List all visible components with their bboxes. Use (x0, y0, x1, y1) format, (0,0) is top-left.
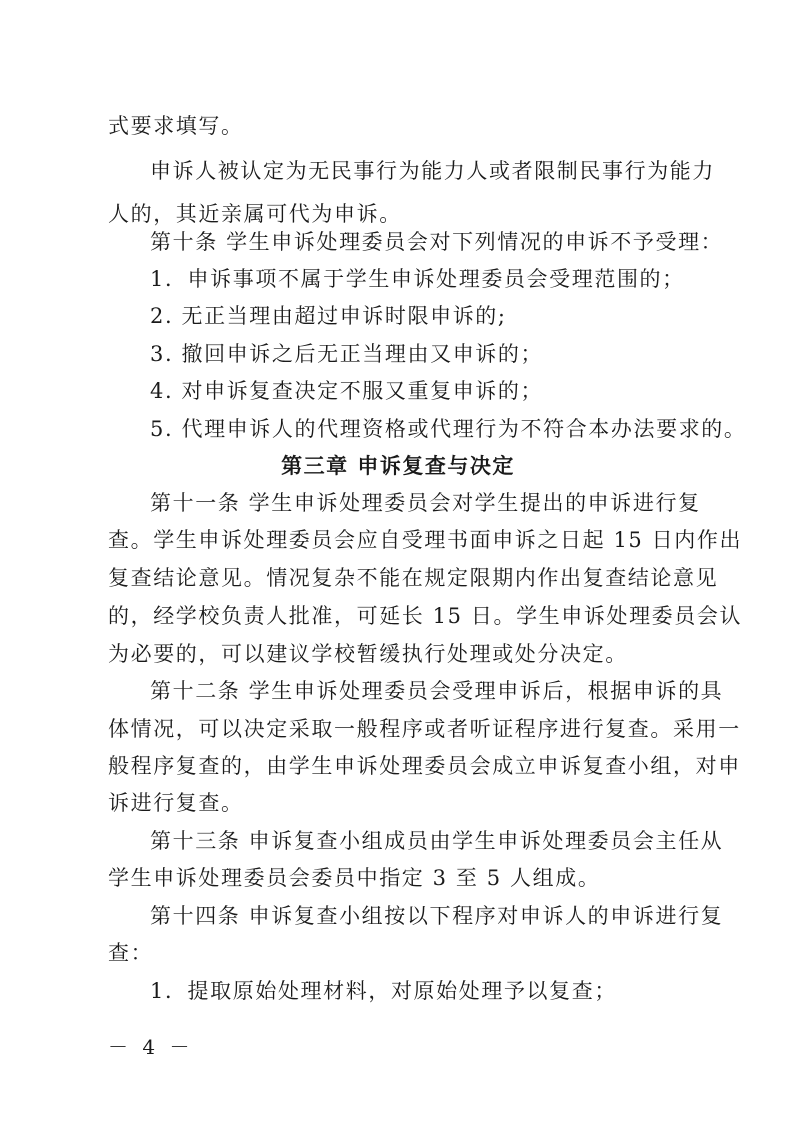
text-line: 般程序复查的，由学生申诉处理委员会成立申诉复查小组，对申 (108, 754, 741, 778)
text-line: 诉进行复查。 (108, 791, 244, 815)
text-line: 为必要的，可以建议学校暂缓执行处理或处分决定。 (108, 642, 628, 666)
list-item: 3. 撤回申诉之后无正当理由又申诉的； (150, 342, 544, 366)
text-line: 学生申诉处理委员会委员中指定 3 至 5 人组成。 (108, 866, 601, 890)
text-line: 申诉人被认定为无民事行为能力人或者限制民事行为能力 (150, 159, 715, 183)
list-item: 4. 对申诉复查决定不服又重复申诉的； (150, 379, 544, 403)
list-item: 5. 代理申诉人的代理资格或代理行为不符合本办法要求的。 (150, 417, 747, 441)
text-line: 体情况，可以决定采取一般程序或者听证程序进行复查。采用一 (108, 717, 741, 741)
article-13-heading: 第十三条 申诉复查小组成员由学生申诉处理委员会主任从 (150, 829, 724, 853)
article-12-heading: 第十二条 学生申诉处理委员会受理申诉后，根据申诉的具 (150, 679, 724, 703)
text-line: 复查结论意见。情况复杂不能在规定限期内作出复查结论意见 (108, 566, 719, 590)
list-item: 1．申诉事项不属于学生申诉处理委员会受理范围的； (150, 267, 685, 291)
chapter-title: 第三章 申诉复查与决定 (281, 454, 515, 478)
text-line: 查： (108, 941, 154, 965)
page-number: － 4 － (108, 1035, 194, 1059)
list-item: 2. 无正当理由超过申诉时限申诉的; (150, 304, 507, 328)
article-10-heading: 第十条 学生申诉处理委员会对下列情况的申诉不予受理： (150, 230, 724, 254)
article-14-heading: 第十四条 申诉复查小组按以下程序对申诉人的申诉进行复 (150, 904, 724, 928)
article-11-heading: 第十一条 学生申诉处理委员会对学生提出的申诉进行复 (150, 491, 701, 515)
text-line: 式要求填写。 (108, 114, 244, 138)
text-line: 查。学生申诉处理委员会应自受理书面申诉之日起 15 日内作出 (108, 528, 743, 552)
text-line: 的，经学校负责人批准，可延长 15 日。学生申诉处理委员会认 (108, 604, 743, 628)
list-item: 1．提取原始处理材料，对原始处理予以复查； (150, 979, 617, 1003)
text-line: 人的，其近亲属可代为申诉。 (108, 202, 402, 226)
